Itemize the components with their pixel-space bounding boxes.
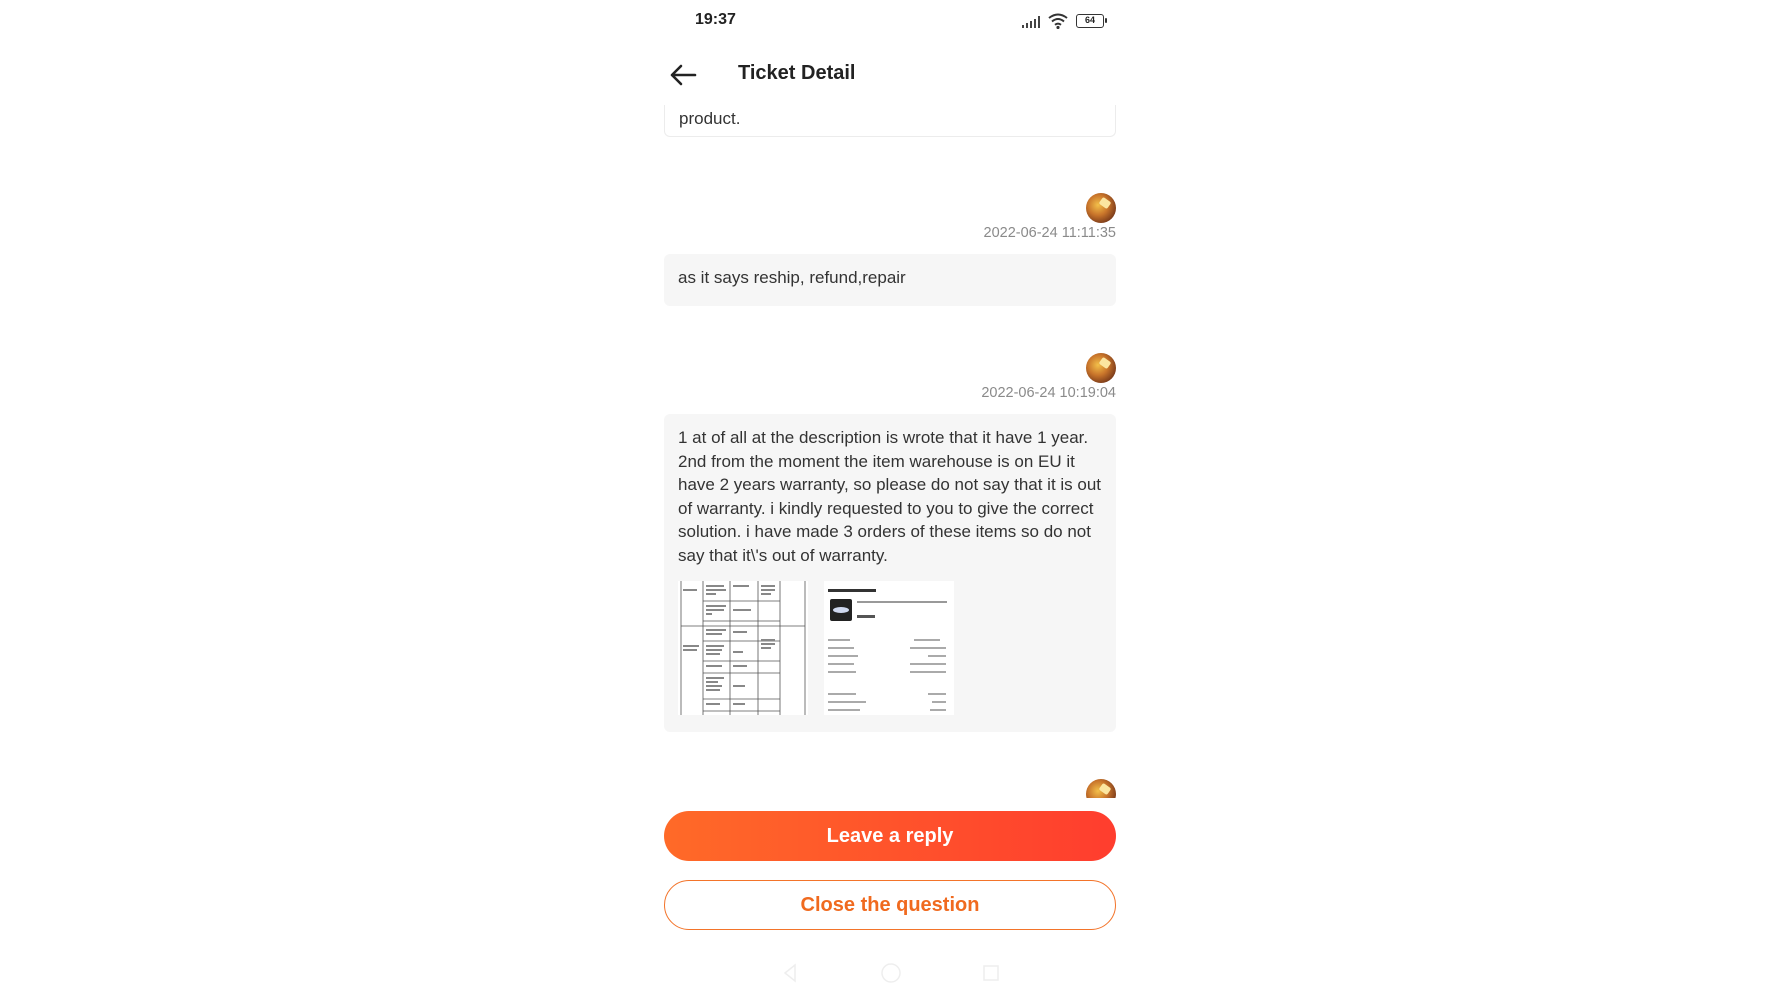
message-text: as it says reship, refund,repair: [678, 268, 906, 287]
page-title: Ticket Detail: [738, 62, 856, 84]
avatar: [1086, 353, 1116, 383]
status-icons: [1022, 12, 1104, 30]
nav-back-icon[interactable]: [782, 962, 798, 984]
leave-reply-button[interactable]: Leave a reply: [664, 811, 1116, 861]
message-timestamp: 2022-06-24 10:19:04: [981, 385, 1116, 401]
attachment-image[interactable]: [824, 581, 954, 715]
message-bubble: [664, 105, 1116, 137]
nav-home-icon[interactable]: [880, 962, 902, 984]
back-icon[interactable]: [668, 60, 698, 90]
message-bubble: [664, 254, 1116, 306]
message-bubble: [664, 414, 1116, 732]
message-text: 1 at of all at the description is wrote that it have 1 year. 2nd from the moment the item warehouse is on EU it have 2 years warranty, so please do not say that it is out of warranty. i kindly requested to you to give the correct solution. i have made 3 orders of these items so do not say that it\'s out of warranty.: [678, 428, 1102, 565]
avatar: [1086, 193, 1116, 223]
signal-icon: [1022, 15, 1040, 28]
wifi-icon: [1048, 13, 1068, 29]
message-text: product.: [679, 109, 741, 128]
battery-icon: 64: [1076, 14, 1104, 28]
nav-recents-icon[interactable]: [982, 962, 1000, 984]
attachment-image[interactable]: [678, 581, 808, 715]
attachments: [678, 581, 1102, 715]
status-time: 19:37: [695, 11, 736, 28]
message-timestamp: 2022-06-24 11:11:35: [983, 225, 1116, 241]
close-question-button[interactable]: Close the question: [664, 880, 1116, 930]
avatar: [1086, 779, 1116, 798]
message-list[interactable]: [664, 105, 1116, 798]
